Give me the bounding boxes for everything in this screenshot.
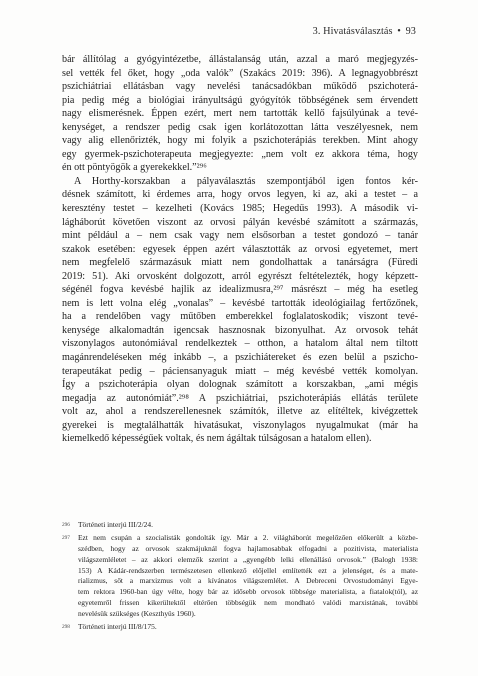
text-line: nem megfelelő származásuk miatt nem gondolhattak a tanárságra (Füredi (62, 257, 418, 269)
text-line: én ott pöntyögök a gyerekekkel.”²⁹⁶ (62, 162, 207, 174)
text-line: kenysége alkalomadtán igencsak hasznosnak bizonyulhat. Az orvosok tehát (62, 324, 418, 336)
footnote-line: nevelésük szükséges (Keszthyüs 1960). (78, 609, 196, 619)
footnote-line: 153) A Kádár-rendszerben természetesen ellenkező előjellel említették ezt a jelenséget, és a mate- (78, 565, 418, 575)
text-line: szakok esetében: egyesek éppen azért választották az orvosi egyetemet, mert (62, 243, 418, 255)
text-line: ha a rendelőben vagy műtőben emberekkel foglalatoskodik; viszont tevé- (62, 311, 418, 323)
text-line: vagy alig ellenőrizték, hogy mi folyik a pszichoterápiás terekben. Mint ahogy (62, 135, 418, 147)
text-line: megadja az autonómiát”.²⁹⁸ A pszichiátriai, pszichoterápiás ellátás területe (62, 392, 418, 404)
footnote-line: Történeti interjú III/8/175. (78, 622, 157, 632)
footnote-line: világszemléletet – az akkori elemzők szerint a „gyengébb lelki ellenállású orvosok.” (Balogh 1938: (78, 554, 418, 564)
footnote-line: egyetemről frissen kikerültektől eltérően többségük nem mondható valódi marxistának, további (78, 598, 418, 608)
text-line: mint például a – nem csak vagy nem elsősorban a testet gondozó – tanár (62, 230, 418, 242)
page-number: 93 (405, 26, 416, 37)
footnotes (62, 520, 418, 633)
footnote-number: 297 (62, 534, 70, 541)
text-line: egy gyermek-pszichoterapeuta megjegyezte: „nem volt ez akkora téma, hogy (62, 148, 418, 160)
text-line: volt az, ahol a rendszerellenesnek számítók, illetve az elítéltek, kivégzettek (62, 406, 418, 418)
text-line: keresztény testet – kezelheti (Kovács 1985; Hegedűs 1993). A második vi- (62, 203, 418, 215)
text-line: nagy elismerésnek. Éppen ezért, mert nem tartották kellő fajsúlyúnak a tevé- (62, 108, 418, 120)
running-head (313, 26, 416, 37)
footnote-line: Történeti interjú III/2/24. (78, 520, 153, 529)
footnote-number: 298 (62, 624, 70, 631)
text-line: kiemelkedő képességűek voltak, és nem ágáltak túlságosan a hatalom ellen). (62, 433, 372, 445)
text-line: pia pedig még a biológiai irányultságú gyógyítók többségének sem érvendett (62, 94, 418, 106)
text-line: nem is lett volna elég „vonalas” – kevésbé tartották ideológiailag fertőzőnek, (62, 297, 418, 309)
text-line: 2019: 51). Aki orvosként dolgozott, arról egyrészt feltételezték, hogy képzett- (62, 270, 418, 282)
footnote (62, 622, 418, 633)
text-line: bár állítólag a gyógyintézetbe, állástalanság után, azzal a maró megjegyzés- (62, 54, 418, 65)
text-line: A Horthy-korszakban a pályaválasztás szempontjából igen fontos kér- (74, 175, 418, 187)
text-line: viszonylagos autonómiával rendelkeztek – otthon, a hatalom által nem tiltott (62, 338, 418, 350)
text-line: kenységet, a rendszer pedig csak igen korlátozottan látta veszélyesnek, nem (62, 121, 418, 133)
footnote-line: szédben, hogy az orvosok szakmájuknál fogva hajlamosabbak elfogadni a pozitivista, materialista (78, 543, 418, 553)
text-line: ségénél fogva kevésbé hajlik az idealizmusra,²⁹⁷ másrészt – még ha esetleg (62, 284, 418, 296)
text-line: Így a pszichoterápia olyan dolognak számított a korszakban, „ami mégis (62, 379, 418, 391)
footnote-number: 296 (62, 522, 70, 528)
text-line: désnek számított, ki érdemes arra, hogy orvos legyen, ki az, aki a testet – a (62, 189, 418, 201)
footnote (62, 533, 418, 620)
body-text (62, 53, 418, 446)
text-line: pszichiátriai ellátásban vagy nevelési tanácsadókban működő pszichoterá- (62, 81, 418, 93)
footnote-line: rializmus, sőt a marxizmus volt a kívánatos világszemlélet. A Debreceni Orvostudományi Egye- (78, 576, 418, 586)
chapter-title: 3. Hivatásválasztás (312, 26, 393, 37)
text-line: lágháborút követően viszont az orvosi pályán kevésbé számított a származás, (62, 216, 418, 228)
text-line: gyerekei is megtalálhatták hivatásukat, viszonylagos nyugalmukat (már ha (62, 419, 418, 431)
footnote-line: Ezt nem csupán a szocialisták gondolták így. Már a 2. világháborút megelőzően előkerült a közbe- (78, 532, 418, 542)
text-line: magánrendeléseken még inkább –, a pszichiátereket és ezen belül a pszicho- (62, 352, 418, 364)
separator-bullet: • (397, 26, 401, 37)
text-line: terapeutákat pedig – páciensanyaguk miatt – még kevésbé vették komolyan. (62, 365, 418, 377)
text-line: sel vették fel őket, hogy „oda valók” (Szakács 2019: 396). A legnagyobbrészt (62, 67, 418, 79)
footnote (62, 520, 418, 531)
footnote-line: tem rektora 1960-ban úgy vélte, hogy bár az idősebb orvosok többsége materialista, a fiatalok(tól), az (78, 587, 418, 597)
